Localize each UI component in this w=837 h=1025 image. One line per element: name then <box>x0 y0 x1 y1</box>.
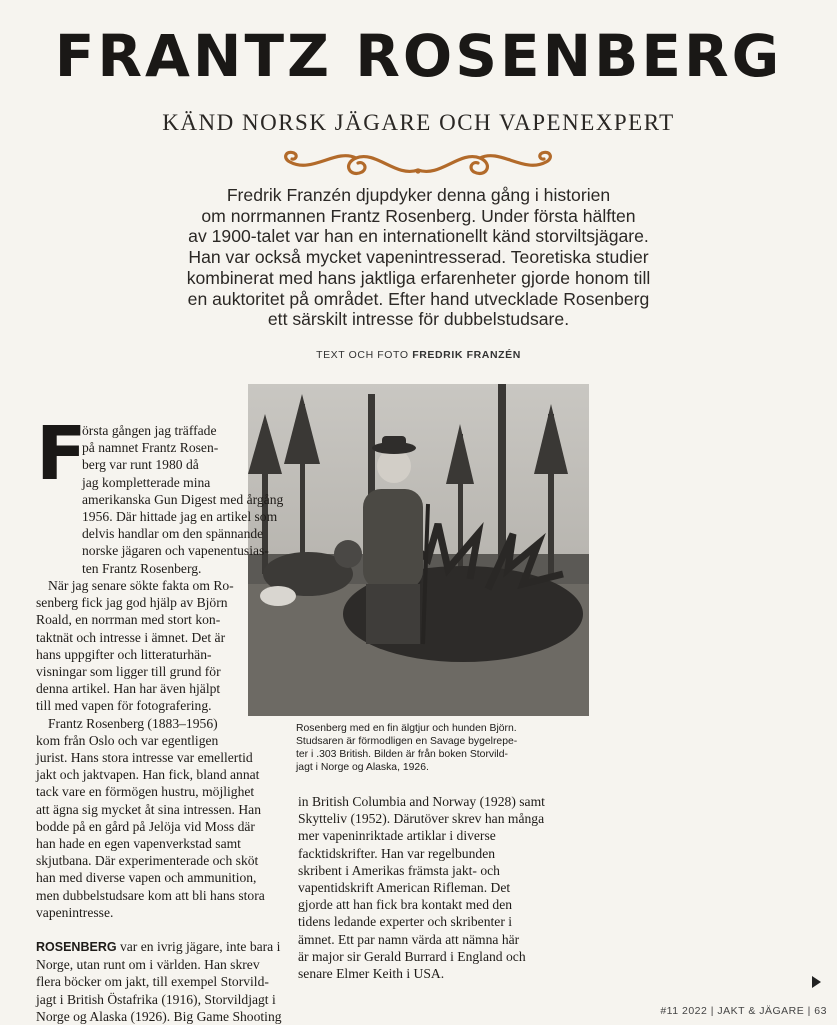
body-line: delvis handlar om den spännande <box>82 526 264 542</box>
body-line: taktnät och intresse i ämnet. Det är <box>36 629 226 645</box>
body-line: jurist. Hans stora intresse var emellertid <box>36 750 253 766</box>
body-line: bodde på en gård på Jelöja vid Moss där <box>36 818 255 834</box>
body-line: amerikanska Gun Digest med årgång <box>82 491 284 507</box>
paragraph-2 <box>36 577 282 715</box>
body-line: Frantz Rosenberg (1883–1956) <box>48 715 218 731</box>
body-line: vapenintresse. <box>36 904 114 920</box>
caption-line: Rosenberg med en fin älgtjur och hunden Björn. <box>296 723 517 734</box>
paragraph-3 <box>36 715 282 921</box>
body-line: Norge, utan runt om i världen. Han skrev <box>36 957 260 973</box>
column-2 <box>298 793 545 982</box>
article-subtitle: KÄND NORSK JÄGARE OCH VAPENEXPERT <box>162 110 675 135</box>
body-line: mer vapeninriktade artiklar i diverse <box>298 828 496 844</box>
body-line: jagt i British Östafrika (1916), Storvildjagt i <box>36 991 276 1007</box>
lead-line: kombinerat med hans jaktliga erfarenheter gjorde honom till <box>186 267 651 288</box>
body-line: tidens ledande experter och skribenter i <box>298 914 513 930</box>
column-1-intro <box>82 422 283 577</box>
body-line: norske jägaren och vapenentusias- <box>82 543 269 559</box>
body-line: är major sir Gerald Burrard i England och <box>298 948 526 964</box>
scroll-ornament-icon <box>276 144 561 180</box>
body-line: hans uppgifter och litteraturhän- <box>36 646 212 662</box>
body-line: 1956. Där hittade jag en artikel som <box>82 509 278 525</box>
body-line: visningar som ligger till grund för <box>36 664 221 680</box>
lead-line: ett särskilt intresse för dubbelstudsare. <box>267 309 570 330</box>
lead-line: Fredrik Franzén djupdyker denna gång i historien <box>226 185 611 205</box>
body-line: han hade en egen vapenverkstad samt <box>36 836 241 852</box>
lead-line: om norrmannen Frantz Rosenberg. Under första hälften <box>201 205 636 226</box>
body-line: men dubbelstudsare kom att bli hans stora <box>36 887 265 903</box>
body-line: denna artikel. Han har även hjälpt <box>36 681 221 697</box>
page-footer: #11 2022 | JAKT & JÄGARE | 63 <box>660 1005 827 1017</box>
body-line: Roald, en norrman med stort kon- <box>36 612 221 628</box>
article-title: FRANTZ ROSENBERG <box>54 22 783 90</box>
paragraph-4-first-line-text: var en ivrig jägare, inte bara i <box>116 939 281 955</box>
byline <box>0 349 837 361</box>
body-line: jag kompletterade mina <box>82 474 211 490</box>
body-line: ten Frantz Rosenberg. <box>82 560 202 576</box>
body-line: senberg fick jag god hjälp av Björn <box>36 595 228 611</box>
lead-paragraph <box>150 185 687 330</box>
byline-prefix: TEXT OCH FOTO <box>316 349 409 361</box>
body-line: skribent i Amerikas främsta jakt- och <box>298 862 500 878</box>
body-line: tack vare en förmögen hustru, möjlighet <box>36 784 255 800</box>
caption-line: jagt i Norge og Alaska, 1926. <box>296 762 429 773</box>
body-line: När jag senare sökte fakta om Ro- <box>48 578 234 593</box>
body-line: in British Columbia and Norway (1928) samt <box>298 794 545 809</box>
caption-line: ter i .303 British. Bilden är från boken Storvild- <box>296 749 508 760</box>
paragraph-4-first-line <box>36 938 282 956</box>
body-line: på namnet Frantz Rosen- <box>82 440 219 456</box>
paragraph-4 <box>36 956 282 1025</box>
body-line: Norge og Alaska (1926). Big Game Shooting <box>36 1008 282 1024</box>
article-photo <box>248 384 589 716</box>
body-line: skjutbana. Där experimenterade och sköt <box>36 853 259 869</box>
body-line: till med vapen för fotografering. <box>36 698 212 714</box>
caption-line: Studsaren är förmodligen en Savage bygelrepe- <box>296 736 518 747</box>
lead-line: av 1900-talet var han en internationellt känd storviltsjägare. <box>188 226 649 247</box>
body-line: Skytteliv (1952). Därutöver skrev han många <box>298 811 545 827</box>
photo-caption <box>296 722 596 774</box>
body-line: facktidskrifter. Han var regelbunden <box>298 845 496 861</box>
continue-arrow-icon <box>812 976 821 988</box>
paragraph-4-first-line-runin: ROSENBERG <box>36 940 117 955</box>
body-line: kom från Oslo och var egentligen <box>36 732 219 748</box>
byline-author: FREDRIK FRANZÉN <box>412 349 521 361</box>
paragraph-continued <box>298 793 545 982</box>
lead-line: Han var också mycket vapenintresserad. Teoretiska studier <box>188 247 649 268</box>
body-line: ämnet. Ett par namn värda att nämna här <box>298 931 520 947</box>
body-line: gjorde att han fick bra kontakt med den <box>298 897 513 913</box>
hunter-with-dog-and-moose-photo-icon <box>248 384 589 716</box>
body-line: flera böcker om jakt, till exempel Storvild- <box>36 974 269 990</box>
drop-cap: F <box>36 411 87 497</box>
body-line: att ägna sig mycket åt sina intressen. Han <box>36 801 261 817</box>
column-1-body <box>36 577 282 1025</box>
body-line: vapentidskrift American Rifleman. Det <box>298 880 511 896</box>
body-line: jakt och jaktvapen. Han fick, bland annat <box>36 767 260 783</box>
body-line: berg var runt 1980 då <box>82 457 199 473</box>
body-line: örsta gången jag träffade <box>82 423 217 438</box>
lead-line: en auktoritet på området. Efter hand utvecklade Rosenberg <box>187 288 650 309</box>
body-line: senare Elmer Keith i USA. <box>298 966 445 982</box>
body-line: han med diverse vapen och ammunition, <box>36 870 257 886</box>
